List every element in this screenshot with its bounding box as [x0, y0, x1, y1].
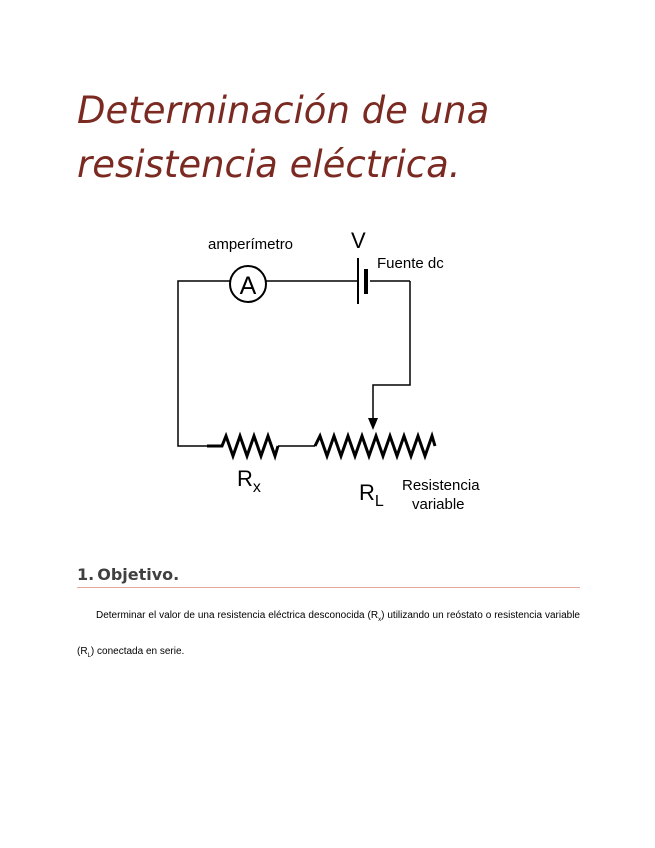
section-heading-objetivo — [77, 565, 580, 588]
paragraph-text-1: Determinar el valor de una resistencia eléctrica desconocida (R — [96, 610, 379, 621]
page-title: Determinación de una resistencia eléctrica. — [77, 89, 490, 186]
rx-label: $R_x$ — [237, 466, 261, 496]
paragraph-sub-x: x — [378, 617, 382, 623]
objective-paragraph — [77, 600, 580, 672]
paragraph-text-2: ) utilizando un reóstato o resistencia variable (R — [77, 610, 580, 657]
section-number: 1. — [77, 565, 95, 584]
circuit-diagram — [160, 222, 500, 522]
paragraph-sub-l: L — [87, 653, 91, 659]
section-title: Objetivo. — [97, 565, 180, 584]
variable-label-line1: Resistencia — [402, 477, 480, 494]
ammeter-symbol: A — [239, 272, 257, 300]
resistor-rx — [207, 436, 278, 456]
wire-left — [178, 281, 230, 446]
rl-label: $R_L$ — [359, 480, 384, 510]
voltage-label: V — [351, 228, 366, 253]
circuit-svg — [160, 222, 500, 522]
paragraph-text-3: ) conectada en serie. — [90, 646, 185, 657]
source-label: Fuente dc — [377, 255, 444, 272]
resistor-rl — [315, 436, 435, 456]
rheostat-arrow — [368, 418, 378, 430]
wire-right — [373, 281, 410, 420]
variable-label-line2: variable — [412, 496, 465, 513]
ammeter-label: amperímetro — [208, 236, 294, 253]
